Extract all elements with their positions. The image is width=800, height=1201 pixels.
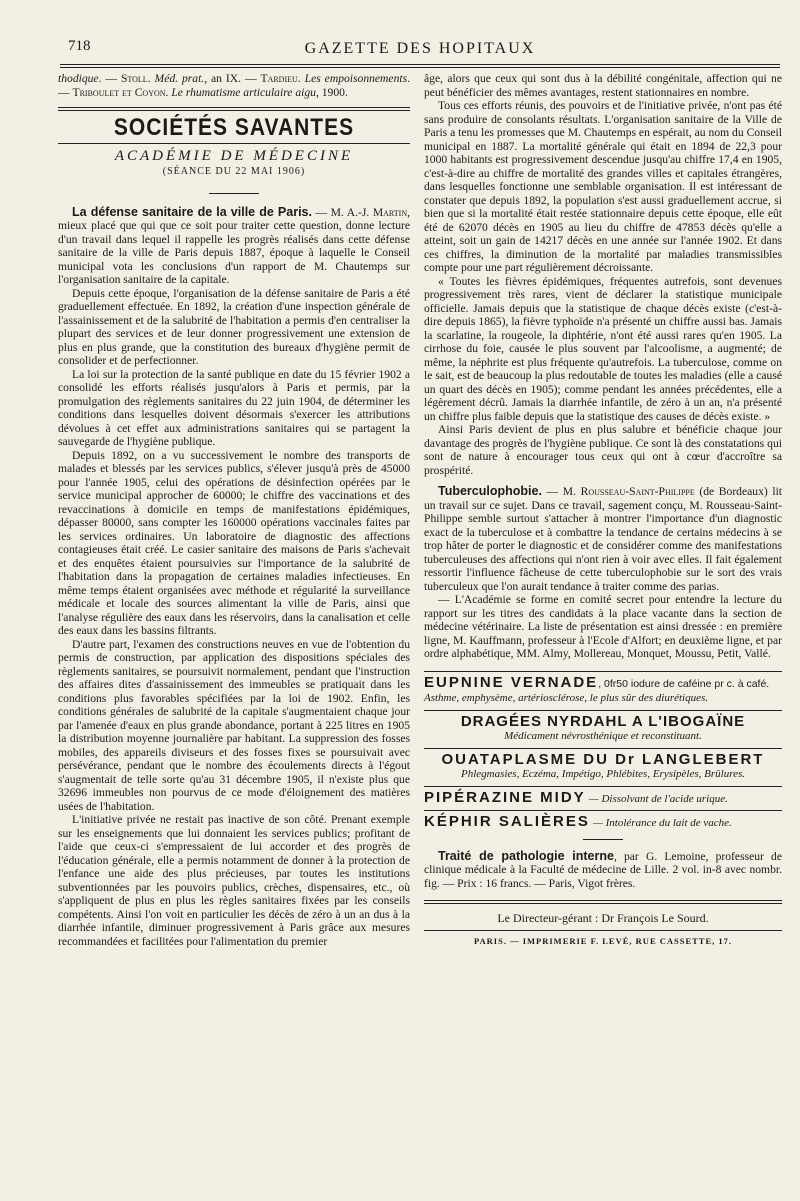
book-text: , par G. Lemoine, professeur de clinique médicale à la Faculté de médecine de Lille. 2 vol. in-8 avec nombr. fig. — Prix : 16 francs. — Paris, Vigot frères. (424, 849, 782, 890)
ad-kephir (424, 815, 782, 831)
paragraph: Ainsi Paris devient de plus en plus salubre et bénéficie chaque jour davantage des progrès de l'hygiène publique. Ce sont là des constatations qui sont de nature à encourager tous ceux qui ont à cœur d'accroître sa prospérité. (424, 423, 782, 477)
right-column (424, 72, 782, 948)
ad-sub: Phlegmasies, Eczéma, Impétigo, Phlébites, Erysipèles, Brûlures. (460, 768, 745, 780)
paragraph: Depuis 1892, on a vu successivement le nombre des transports de malades et blessés par les services publics, s'élever jusqu'à près de 45000 pour l'année 1905, celui des opérations de désinfection opérées par le service municipal approcher de 60000; le chiffre des vaccinations et des revaccinations à domicile en temps de manifestations épidémiques, dépasser 80000, sans compter les 160000 opérations vaccinales faites par les services ordinaires. Un laboratoire de diagnostic des affections contagieuses était créé. Le casier sanitaire des maisons de Paris s'achevait et des enquêtes étaient poursuivies sur l'importance de la salubrité de l'habitation dans la propagation de certaines maladies infectieuses. En même temps étaient organisées avec méthode et régularité la surveillance médicale et locale des sources alimentant la ville de Paris, ainsi que l'analyse régulière des eaux dans les réservoirs, dans la canalisation et celle des eaux dans les bassins filtrants. (58, 448, 410, 637)
ad-sub: Médicament névrosthénique et reconstituant. (504, 730, 702, 742)
lead-author: M. A.-J. Martin (330, 205, 408, 219)
section-rule (58, 107, 410, 111)
journal-title: GAZETTE DES HOPITAUX (304, 40, 536, 57)
section-rule-bottom (58, 143, 410, 144)
paragraph-continued: âge, alors que ceux qui sont dus à la débilité congénitale, affection qui ne peut bénéficier des mêmes avantages, restent stationnaires en nombre. (424, 72, 782, 99)
page-header (60, 38, 780, 64)
tb-title: Tuberculophobie. (438, 484, 542, 498)
director-line: Le Directeur-gérant : Dr François Le Sourd. (497, 911, 709, 925)
paragraph: Tous ces efforts réunis, des pouvoirs et de l'initiative privée, n'ont pas été sans produire de consolants résultats. L'organisation sanitaire de la Ville de Paris a tenu les promesses que M. Chautemps en espérait, au nom du Conseil municipal en 1887. La mortalité générale qui était en 1894 de 22,3 pour 1000 habitants est progressivement descendue jusqu'au chiffre 17,4 en 1905, c'est-à-dire au chiffre de mortalité des grandes villes et capitales étrangères, dans lesquelles fonctionne une semblable organisation. Il est intéressant de constater que depuis 1892, la population s'est aussi graduellement accrue, si bien que si la mortalité était restée stationnaire depuis cette époque, elle eût été de 62070 décès en 1905 au lieu du chiffre de 47853 décès qu'elle a atteint, soit un gain de 14217 décès en une année sur l'année 1902. Et dans ces chiffres, la diminution de la mortalité par maladies transmissibles compte pour une part régulièrement décroissante. (424, 99, 782, 274)
header-rule-2 (60, 67, 780, 68)
ad-piperazine (424, 788, 782, 807)
ad-sub: Asthme, emphysème, artériosclérose, le plus sûr des diurétiques. (424, 692, 709, 704)
ad-ouataplasme (424, 750, 782, 782)
tuberculophobie-paragraph: Tuberculophobie. — M. Rousseau-Saint-Philippe (de Bordeaux) lit un travail sur ce sujet. Dans ce travail, sagement conçu, M. Rousseau-Saint-Philippe semble surtout s'attacher à montrer l'importance d'un diagnostic exact de la tuberculose et à combattre la tendance de certains médecins à se trop hâter de porter le diagnostic et de considérer comme des manifestations tuberculeuses des affections qui n'ont rien à voir avec elles. Il fait également ressortir l'influence fâcheuse de cette tuberculophobie sur le sort des vrais tuberculeux que l'on aurait tendance à traiter comme des parias. (424, 484, 783, 593)
tb-author: M. Rousseau-Saint-Philippe (562, 485, 695, 498)
ref-author: Triboulet et Coyon (72, 85, 166, 99)
printer-line: PARIS. — IMPRIMERIE F. LEVÉ, RUE CASSETTE, 17. (473, 935, 733, 946)
ref-work: Méd. prat. (154, 72, 205, 85)
ad-sub: — Intolérance du lait de vache. (593, 817, 732, 829)
ref-year: , 1900. (315, 85, 348, 99)
ad-rule (424, 786, 782, 787)
ad-brand: OUATAPLASME DU Dr LANGLEBERT (441, 750, 765, 768)
tb-text: (de Bordeaux) lit un travail sur ce sujet. Dans ce travail, sagement conçu, M. Rousseau-Saint-Philippe semble surtout s'attacher à montrer l'importance d'un diagnostic exact de la tuberculose et à combattre la tendance de certains médecins à se trop hâter de porter le diagnostic et de considérer comme des manifestations tuberculeuses des affections qui n'ont rien à voir avec elles. Il fait également ressortir l'influence fâcheuse de cette tuberculophobie sur le sort des vrais tuberculeux que l'on aurait tendance à traiter comme des parias. (424, 485, 783, 593)
ad-dragees (424, 712, 782, 744)
ref-sep: . — (58, 72, 411, 99)
academy-heading: ACADÉMIE DE MÉDECINE (114, 147, 354, 164)
paragraph: Depuis cette époque, l'organisation de la défense sanitaire de Paris a été graduellement effectuée. En 1892, la création d'une inspection générale de l'assainissement et de la salubrité de l'habitation a permis d'en centraliser la plupart des services et de leur donner progressivement une extension de plus en plus grande, que la constitution des bureaux d'hygiène permit de consolider et de perfectionner. (58, 286, 410, 367)
paragraph: L'initiative privée ne restait pas inactive de son côté. Prenant exemple sur les enseignements que lui donnaient les services publics; profitant de l'aide que ceux-ci s'empressaient de lui accorder et des progrès de l'éducation générale, elle a permis notamment de donner à la protection de l'enfance une aide des plus précieuses, par toutes les institutions subventionnées par les pouvoirs publics, crèches, dispensaires, etc., où s'appliquent de plus en plus les règles sanitaires fixées par les conseils compétents. Ainsi l'on voit en particulier les décès de zéro à un an dus à la diarrhée infantile, diminuer progressivement à Paris grâce aux mesures recommandées et facilitées pour l'alimentation du premier (58, 813, 410, 948)
ad-rule (424, 810, 782, 811)
section-title: SOCIÉTÉS SAVANTES (113, 114, 355, 141)
lead-title: La défense sanitaire de la ville de Paris. (72, 204, 312, 219)
ref-author: Stoll (120, 72, 148, 85)
footer-rule-2 (424, 930, 782, 931)
ref-year: , an IX. — (204, 72, 261, 85)
book-notice (424, 850, 782, 891)
page-number: 718 (68, 38, 91, 54)
paragraph: « Toutes les fièvres épidémiques, fréquentes autrefois, sont devenues progressivement très rares, vient de déclarer la statistique municipale officielle. Jamais depuis que la statistique de chaque décès existe (c'est-à-dire depuis 1865), la fièvre typhoïde n'a présenté un chiffre aussi bas. Jamais la scarlatine, la rougeole, la diphtérie, n'ont été aussi rares qu'en 1905. La cirrhose du foie, causée le plus souvent par l'alcoolisme, a augmenté; de même, la néphrite est plus fréquente qu'autrefois. La tuberculose, comme on le sait, est de beaucoup la plus redoutable de toutes les maladies (elle a causé un quart des décès en 1905); comme pendant les années précédentes, elle a légèrement décrû. Jamais la diarrhée infantile, de zéro à un an, n'a présenté un chiffre plus faible depuis que la statistique des causes de décès existe. » (424, 274, 782, 423)
book-title: Traité de pathologie interne (438, 848, 614, 863)
ad-rule (424, 748, 782, 749)
left-column (58, 72, 410, 948)
short-rule (209, 193, 259, 194)
ref-work: Le rhumatisme articulaire aigu (171, 85, 316, 99)
paragraph: D'autre part, l'examen des constructions neuves en vue de l'obtention du permis de construction, par application des dispositions spéciales des règlements sanitaires, se poursuivit normalement, pendant que l'instruction des affaires dites d'assainissement des immeubles se pratiquait dans les conditions plus favorables spécifiées par la loi de 1902. Enfin, les conditions générales de salubrité de la capitale s'augmentaient chaque jour par l'amenée d'eaux en plus grande abondance, portant à 225 litres en 1905 la distribution moyenne journalière par habitant. La suppression des fosses mobiles, des appareils diviseurs et des fosses fixes se poursuivait avec persévérance, pendant que le nombre des écoulements directs à l'égout s'augmentait de telle sorte qu'au 31 décembre 1905, il n'existe plus que 32696 immeubles non pourvus de ce mode d'éloignement des matières usées de l'habitation. (58, 637, 410, 813)
ad-brand: KÉPHIR SALIÈRES (424, 813, 590, 830)
ad-rule (424, 710, 782, 711)
ref-author: Tardieu (260, 72, 298, 85)
ad-brand: DRAGÉES NYRDAHL A L'IBOGAÏNE (460, 712, 746, 730)
session-date: (SÉANCE DU 22 MAI 1906) (162, 166, 306, 177)
lead-text: , mieux placé que qui que ce soit pour traiter cette question, donne lecture d'un travail dans lequel il rappelle les progrès réalisés dans cette défense sanitaire de la ville de Paris depuis 1887, époque à laquelle le Conseil municipal vota les conclusions d'un rapport de M. Chautemps sur l'organisation sanitaire de la capitale. (58, 205, 411, 286)
previous-references: thodique. — Stoll. Méd. prat., an IX. — Tardieu. Les empoisonnements. — Triboulet et Coyon. Le rhumatisme articulaire aigu, 1900. (58, 72, 411, 99)
paragraph: — L'Académie se forme en comité secret pour entendre la lecture du rapport sur les titres des candidats à la place vacante dans la section de médecine vétérinaire. La liste de présentation est ainsi dressée : en première ligne, M. Kauffmann, professeur à l'Ecole d'Alfort; en deuxième ligne, et par ordre alphabétique, MM. Almy, Mollereau, Monquet, Moussu, Petit, Vallé. (424, 593, 782, 660)
ads-rule (424, 671, 782, 672)
lead-paragraph: La défense sanitaire de la ville de Paris. — M. A.-J. Martin, mieux placé que qui que ce soit pour traiter cette question, donne lecture d'un travail dans lequel il rappelle les progrès réalisés dans cette défense sanitaire de la ville de Paris depuis 1887, époque à laquelle le Conseil municipal vota les conclusions d'un rapport de M. Chautemps sur l'organisation sanitaire de la capitale. (58, 204, 411, 286)
short-rule (583, 839, 623, 840)
ad-eupnine (424, 673, 782, 706)
ref-work: Les empoisonnements (304, 72, 408, 85)
ad-brand: EUPNINE VERNADE (424, 673, 599, 691)
ad-sub: — Dissolvant de l'acide urique. (588, 792, 728, 805)
header-rule (60, 64, 780, 65)
ad-text: , 0fr50 iodure de caféine pr c. à café. (598, 677, 770, 690)
ad-brand: PIPÉRAZINE MIDY (424, 788, 586, 806)
ref-fragment: thodique (58, 72, 99, 85)
footer-rule (424, 900, 782, 904)
paragraph: La loi sur la protection de la santé publique en date du 15 février 1902 a consolidé les efforts réalisés jusqu'alors à Paris et permis, par la promulgation des règlements sanitaires du 22 juin 1904, de déterminer les conditions dans lesquelles doivent désormais s'exercer les attributions dévolues à cet effet aux administrations sanitaires qui se partagent la sauvegarde de l'hygiène publique. (58, 367, 410, 448)
